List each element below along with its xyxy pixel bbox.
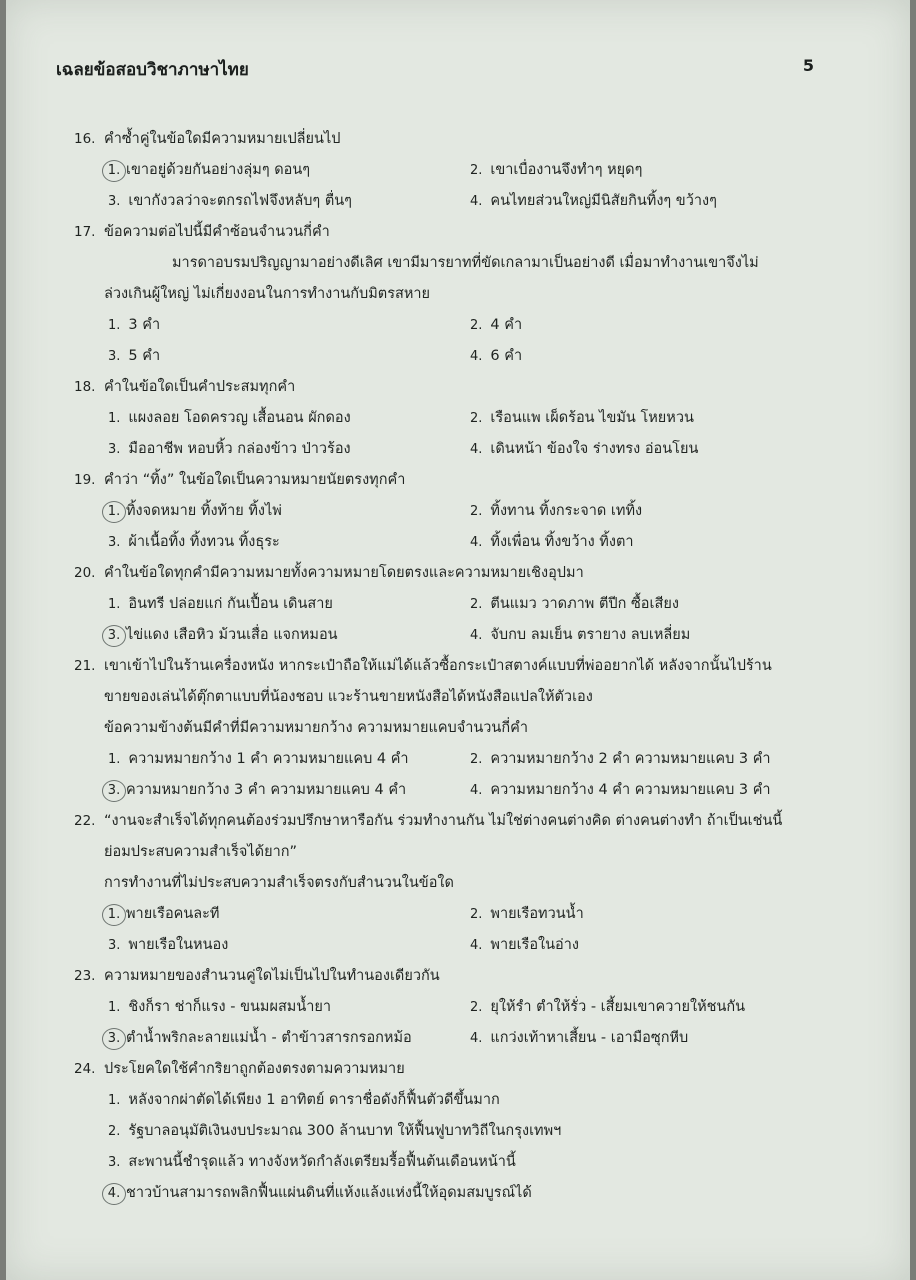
question-prompt: ข้อความข้างต้นมีคำที่มีความหมายกว้าง ความหมายแคบจำนวนกี่คำ bbox=[104, 720, 528, 736]
option-3: 3. มืออาชีพ หอบหิ้ว กล่องข้าว ป่าวร้อง bbox=[108, 441, 351, 457]
option-1: 1. หลังจากผ่าตัดได้เพียง 1 อาทิตย์ ดาราชื่อดังก็ฟื้นตัวดีขึ้นมาก bbox=[108, 1092, 500, 1108]
option-2: 2. ความหมายกว้าง 2 คำ ความหมายแคบ 3 คำ bbox=[470, 751, 771, 767]
option-4: 4. คนไทยส่วนใหญ่มีนิสัยกินทิ้งๆ ขว้างๆ bbox=[470, 193, 717, 209]
question-24 bbox=[74, 1054, 824, 1209]
question-number: 24. bbox=[74, 1061, 96, 1077]
option-2: 2. รัฐบาลอนุมัติเงินงบประมาณ 300 ล้านบาท ให้ฟื้นฟูบาทวิถีในกรุงเทพฯ bbox=[108, 1123, 562, 1139]
option-4: 4. ทิ้งเพื่อน ทิ้งขว้าง ทิ้งตา bbox=[470, 534, 634, 550]
option-3: 3. พายเรือในหนอง bbox=[108, 937, 229, 953]
question-number: 22. bbox=[74, 813, 96, 829]
question-text: คำซ้ำคู่ในข้อใดมีความหมายเปลี่ยนไป bbox=[104, 131, 341, 147]
option-1: 1. ชิงก็รา ช่าก็แรง - ขนมผสมน้ำยา bbox=[108, 999, 332, 1015]
option-1: 1. อินทรี ปล่อยแก่ กันเปื้อน เดินสาย bbox=[108, 596, 333, 612]
page-number: 5 bbox=[802, 56, 814, 75]
answer-circle-mark: 1. bbox=[102, 160, 126, 182]
option-3: 3. ตำน้ำพริกละลายแม่น้ำ - ตำข้าวสารกรอกหม้อ bbox=[108, 1023, 412, 1054]
question-number: 19. bbox=[74, 472, 96, 488]
answer-circle-mark: 1. bbox=[102, 501, 126, 523]
option-2: 2. ทิ้งทาน ทิ้งกระจาด เททิ้ง bbox=[470, 503, 643, 519]
option-3: 3. ไข่แดง เสือหิว ม้วนเสื่อ แจกหมอน bbox=[108, 620, 338, 651]
option-4: 4. จับกบ ลมเย็น ตรายาง ลบเหลี่ยม bbox=[470, 627, 691, 643]
question-number: 17. bbox=[74, 224, 96, 240]
question-text-cont: ย่อมประสบความสำเร็จได้ยาก” bbox=[104, 844, 298, 860]
question-text: ข้อความต่อไปนี้มีคำซ้อนจำนวนกี่คำ bbox=[104, 224, 330, 240]
question-number: 20. bbox=[74, 565, 96, 581]
answer-circle-mark: 3. bbox=[102, 1028, 126, 1050]
question-text-cont: ขายของเล่นได้ตุ๊กตาแบบที่น้องชอบ แวะร้านขายหนังสือได้หนังสือแปลให้ตัวเอง bbox=[104, 689, 593, 705]
answer-circle-mark: 3. bbox=[102, 780, 126, 802]
option-4: 4. แกว่งเท้าหาเสี้ยน - เอามือซุกหีบ bbox=[470, 1030, 689, 1046]
page-header bbox=[56, 52, 814, 82]
option-2: 2. เขาเบื่องานจึงทำๆ หยุดๆ bbox=[470, 162, 643, 178]
question-prompt: การทำงานที่ไม่ประสบความสำเร็จตรงกับสำนวนในข้อใด bbox=[104, 875, 454, 891]
option-4: 4. ชาวบ้านสามารถพลิกฟื้นแผ่นดินที่แห้งแล้งแห่งนี้ให้อุดมสมบูรณ์ได้ bbox=[74, 1178, 824, 1209]
option-1: 1. ความหมายกว้าง 1 คำ ความหมายแคบ 4 คำ bbox=[108, 751, 409, 767]
option-4: 4. ความหมายกว้าง 4 คำ ความหมายแคบ 3 คำ bbox=[470, 782, 771, 798]
question-number: 21. bbox=[74, 658, 96, 674]
question-text: ประโยคใดใช้คำกริยาถูกต้องตรงตามความหมาย bbox=[104, 1061, 405, 1077]
question-18 bbox=[74, 372, 824, 465]
option-2: 2. ยุให้รำ ตำให้รั่ว - เสี้ยมเขาควายให้ชนกัน bbox=[470, 999, 746, 1015]
option-4: 4. 6 คำ bbox=[470, 348, 523, 364]
option-2: 2. เรือนแพ เผ็ดร้อน ไขมัน โหยหวน bbox=[470, 410, 694, 426]
question-number: 16. bbox=[74, 131, 96, 147]
option-1: 1. เขาอยู่ด้วยกันอย่างลุ่มๆ ดอนๆ bbox=[108, 155, 310, 186]
option-3: 3. ความหมายกว้าง 3 คำ ความหมายแคบ 4 คำ bbox=[108, 775, 406, 806]
question-16 bbox=[74, 124, 824, 217]
answer-circle-mark: 3. bbox=[102, 625, 126, 647]
question-text: คำในข้อใดเป็นคำประสมทุกคำ bbox=[104, 379, 296, 395]
question-17 bbox=[74, 217, 824, 372]
page-title: เฉลยข้อสอบวิชาภาษาไทย bbox=[56, 60, 249, 80]
question-number: 18. bbox=[74, 379, 96, 395]
option-2: 2. ตีนแมว วาดภาพ ตีปีก ซื้อเสียง bbox=[470, 596, 679, 612]
question-text: คำว่า “ทิ้ง” ในข้อใดเป็นความหมายนัยตรงทุกคำ bbox=[104, 472, 406, 488]
option-4: 4. พายเรือในอ่าง bbox=[470, 937, 579, 953]
exam-page bbox=[6, 0, 910, 1280]
question-text: ความหมายของสำนวนคู่ใดไม่เป็นไปในทำนองเดียวกัน bbox=[104, 968, 440, 984]
question-number: 23. bbox=[74, 968, 96, 984]
option-3: 3. ผ้าเนื้อทิ้ง ทิ้งทวน ทิ้งธุระ bbox=[108, 534, 280, 550]
question-text: “งานจะสำเร็จได้ทุกคนต้องร่วมปรึกษาหารือกัน ร่วมทำงานกัน ไม่ใช่ต่างคนต่างคิด ต่างคนต่างทำ ถ้าเป็นเช่นนี้ bbox=[104, 813, 783, 829]
passage-line: ล่วงเกินผู้ใหญ่ ไม่เกี่ยงงอนในการทำงานกับมิตรสหาย bbox=[104, 286, 431, 302]
option-1: 1. แผงลอย โอดครวญ เสื้อนอน ผักดอง bbox=[108, 410, 351, 426]
question-20 bbox=[74, 558, 824, 651]
question-21 bbox=[74, 651, 824, 806]
answer-circle-mark: 4. bbox=[102, 1183, 126, 1205]
option-3: 3. เขากังวลว่าจะตกรถไฟจึงหลับๆ ตื่นๆ bbox=[108, 193, 352, 209]
option-1: 1. พายเรือคนละที bbox=[108, 899, 220, 930]
question-text: คำในข้อใดทุกคำมีความหมายทั้งความหมายโดยตรงและความหมายเชิงอุปมา bbox=[104, 565, 584, 581]
option-3: 3. สะพานนี้ชำรุดแล้ว ทางจังหวัดกำลังเตรียมรื้อฟื้นต้นเดือนหน้านี้ bbox=[108, 1154, 516, 1170]
option-3: 3. 5 คำ bbox=[108, 348, 161, 364]
question-19 bbox=[74, 465, 824, 558]
answer-circle-mark: 1. bbox=[102, 904, 126, 926]
question-text: เขาเข้าไปในร้านเครื่องหนัง หากระเป๋าถือให้แม่ได้แล้วซื้อกระเป๋าสตางค์แบบที่พ่ออยากได้ หลังจากนั้นไปร้าน bbox=[104, 658, 772, 674]
option-4: 4. เดินหน้า ข้องใจ ร่างทรง อ่อนโยน bbox=[470, 441, 699, 457]
option-1: 1. ทิ้งจดหมาย ทิ้งท้าย ทิ้งไพ่ bbox=[108, 496, 282, 527]
option-1: 1. 3 คำ bbox=[108, 317, 161, 333]
passage-line: มารดาอบรมปริญญามาอย่างดีเลิศ เขามีมารยาทที่ขัดเกลามาเป็นอย่างดี เมื่อมาทำงานเขาจึงไม่ bbox=[172, 255, 759, 271]
question-list bbox=[74, 124, 824, 1209]
question-22 bbox=[74, 806, 824, 961]
option-2: 2. พายเรือทวนน้ำ bbox=[470, 906, 584, 922]
option-2: 2. 4 คำ bbox=[470, 317, 523, 333]
question-23 bbox=[74, 961, 824, 1054]
